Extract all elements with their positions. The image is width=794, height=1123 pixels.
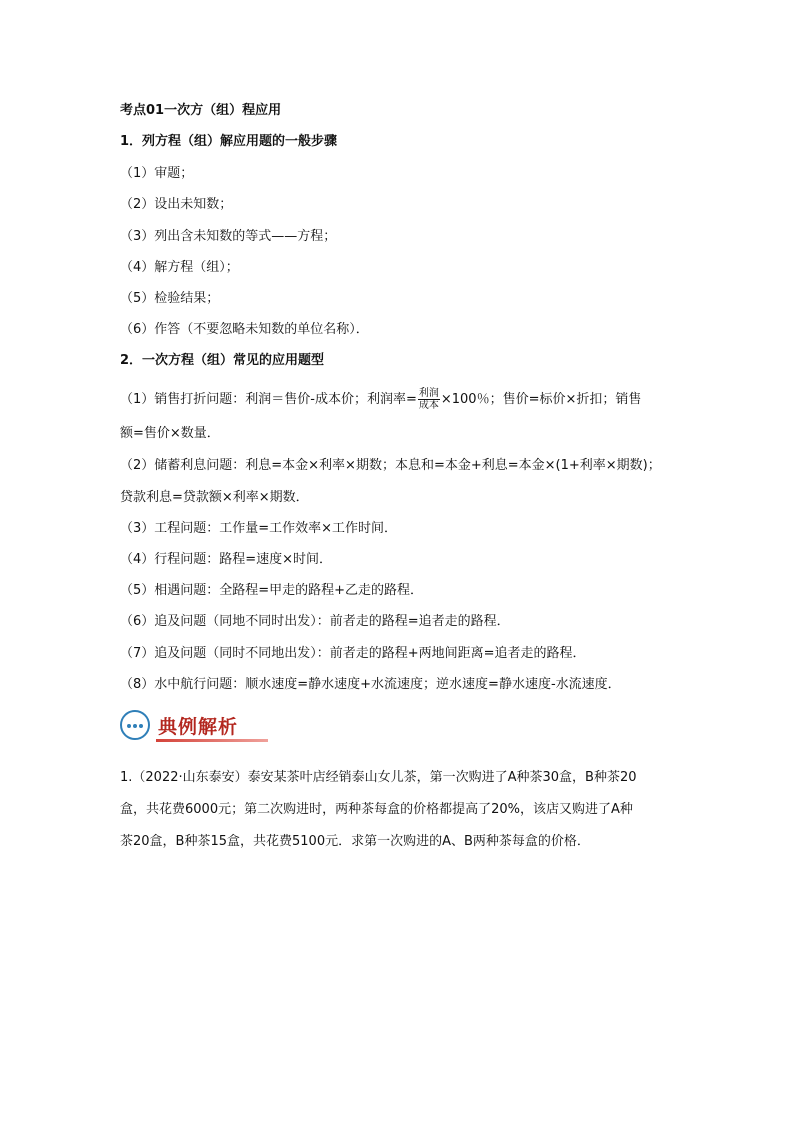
savings-interest-line-2: 贷款利息=贷款额×利率×期数． <box>120 490 309 505</box>
sales-prefix: （1）销售打折问题：利润＝售价-成本价；利润率= <box>120 392 417 407</box>
sales-discount-line <box>120 388 641 411</box>
topic-heading: 考点01一次方（组）程应用 <box>120 103 282 118</box>
fraction-numerator: 利润 <box>418 388 439 399</box>
savings-interest-line: （2）储蓄利息问题：利息=本金×利率×期数；本息和=本金+利息=本金×(1+利率×期数)； <box>120 458 661 473</box>
step-item: （2）设出未知数； <box>120 197 233 212</box>
sales-discount-line-2: 额=售价×数量． <box>120 426 220 441</box>
sales-suffix: ×100％；售价=标价×折扣；销售 <box>440 392 642 407</box>
problem-type-item: （4）行程问题：路程=速度×时间． <box>120 552 333 567</box>
problem-type-item: （5）相遇问题：全路程=甲走的路程+乙走的路程． <box>120 583 424 598</box>
example-text-line: 1.（2022·山东泰安）泰安某茶叶店经销泰山女儿茶，第一次购进了A种茶30盒，B种茶20 <box>120 770 637 785</box>
profit-rate-fraction <box>418 388 440 411</box>
problem-type-item: （6）追及问题（同地不同时出发）：前者走的路程=追者走的路程． <box>120 614 510 629</box>
fraction-denominator: 成本 <box>418 400 439 411</box>
problem-type-item: （8）水中航行问题：顺水速度=静水速度+水流速度；逆水速度=静水速度-水流速度． <box>120 677 621 692</box>
step-item: （3）列出含未知数的等式——方程； <box>120 229 337 244</box>
dots-circle-icon <box>120 710 150 740</box>
banner-title: 典例解析 <box>158 716 239 738</box>
banner-underline <box>156 739 268 742</box>
section-1-title: 1．列方程（组）解应用题的一般步骤 <box>120 134 338 149</box>
problem-type-item: （3）工程问题：工作量=工作效率×工作时间． <box>120 521 398 536</box>
example-text-line: 茶20盒，B种茶15盒，共花费5100元．求第一次购进的A、B两种茶每盒的价格． <box>120 834 590 849</box>
example-text-line: 盒，共花费6000元；第二次购进时，两种茶每盒的价格都提高了20%，该店又购进了A种 <box>120 802 633 817</box>
example-analysis-banner <box>120 708 270 744</box>
step-item: （1）审题； <box>120 166 194 181</box>
problem-type-item: （7）追及问题（同时不同地出发）：前者走的路程+两地间距离=追者走的路程． <box>120 646 586 661</box>
step-item: （6）作答（不要忽略未知数的单位名称）． <box>120 322 369 337</box>
step-item: （5）检验结果； <box>120 291 220 306</box>
step-item: （4）解方程（组）； <box>120 260 239 275</box>
section-2-title: 2．一次方程（组）常见的应用题型 <box>120 353 325 368</box>
